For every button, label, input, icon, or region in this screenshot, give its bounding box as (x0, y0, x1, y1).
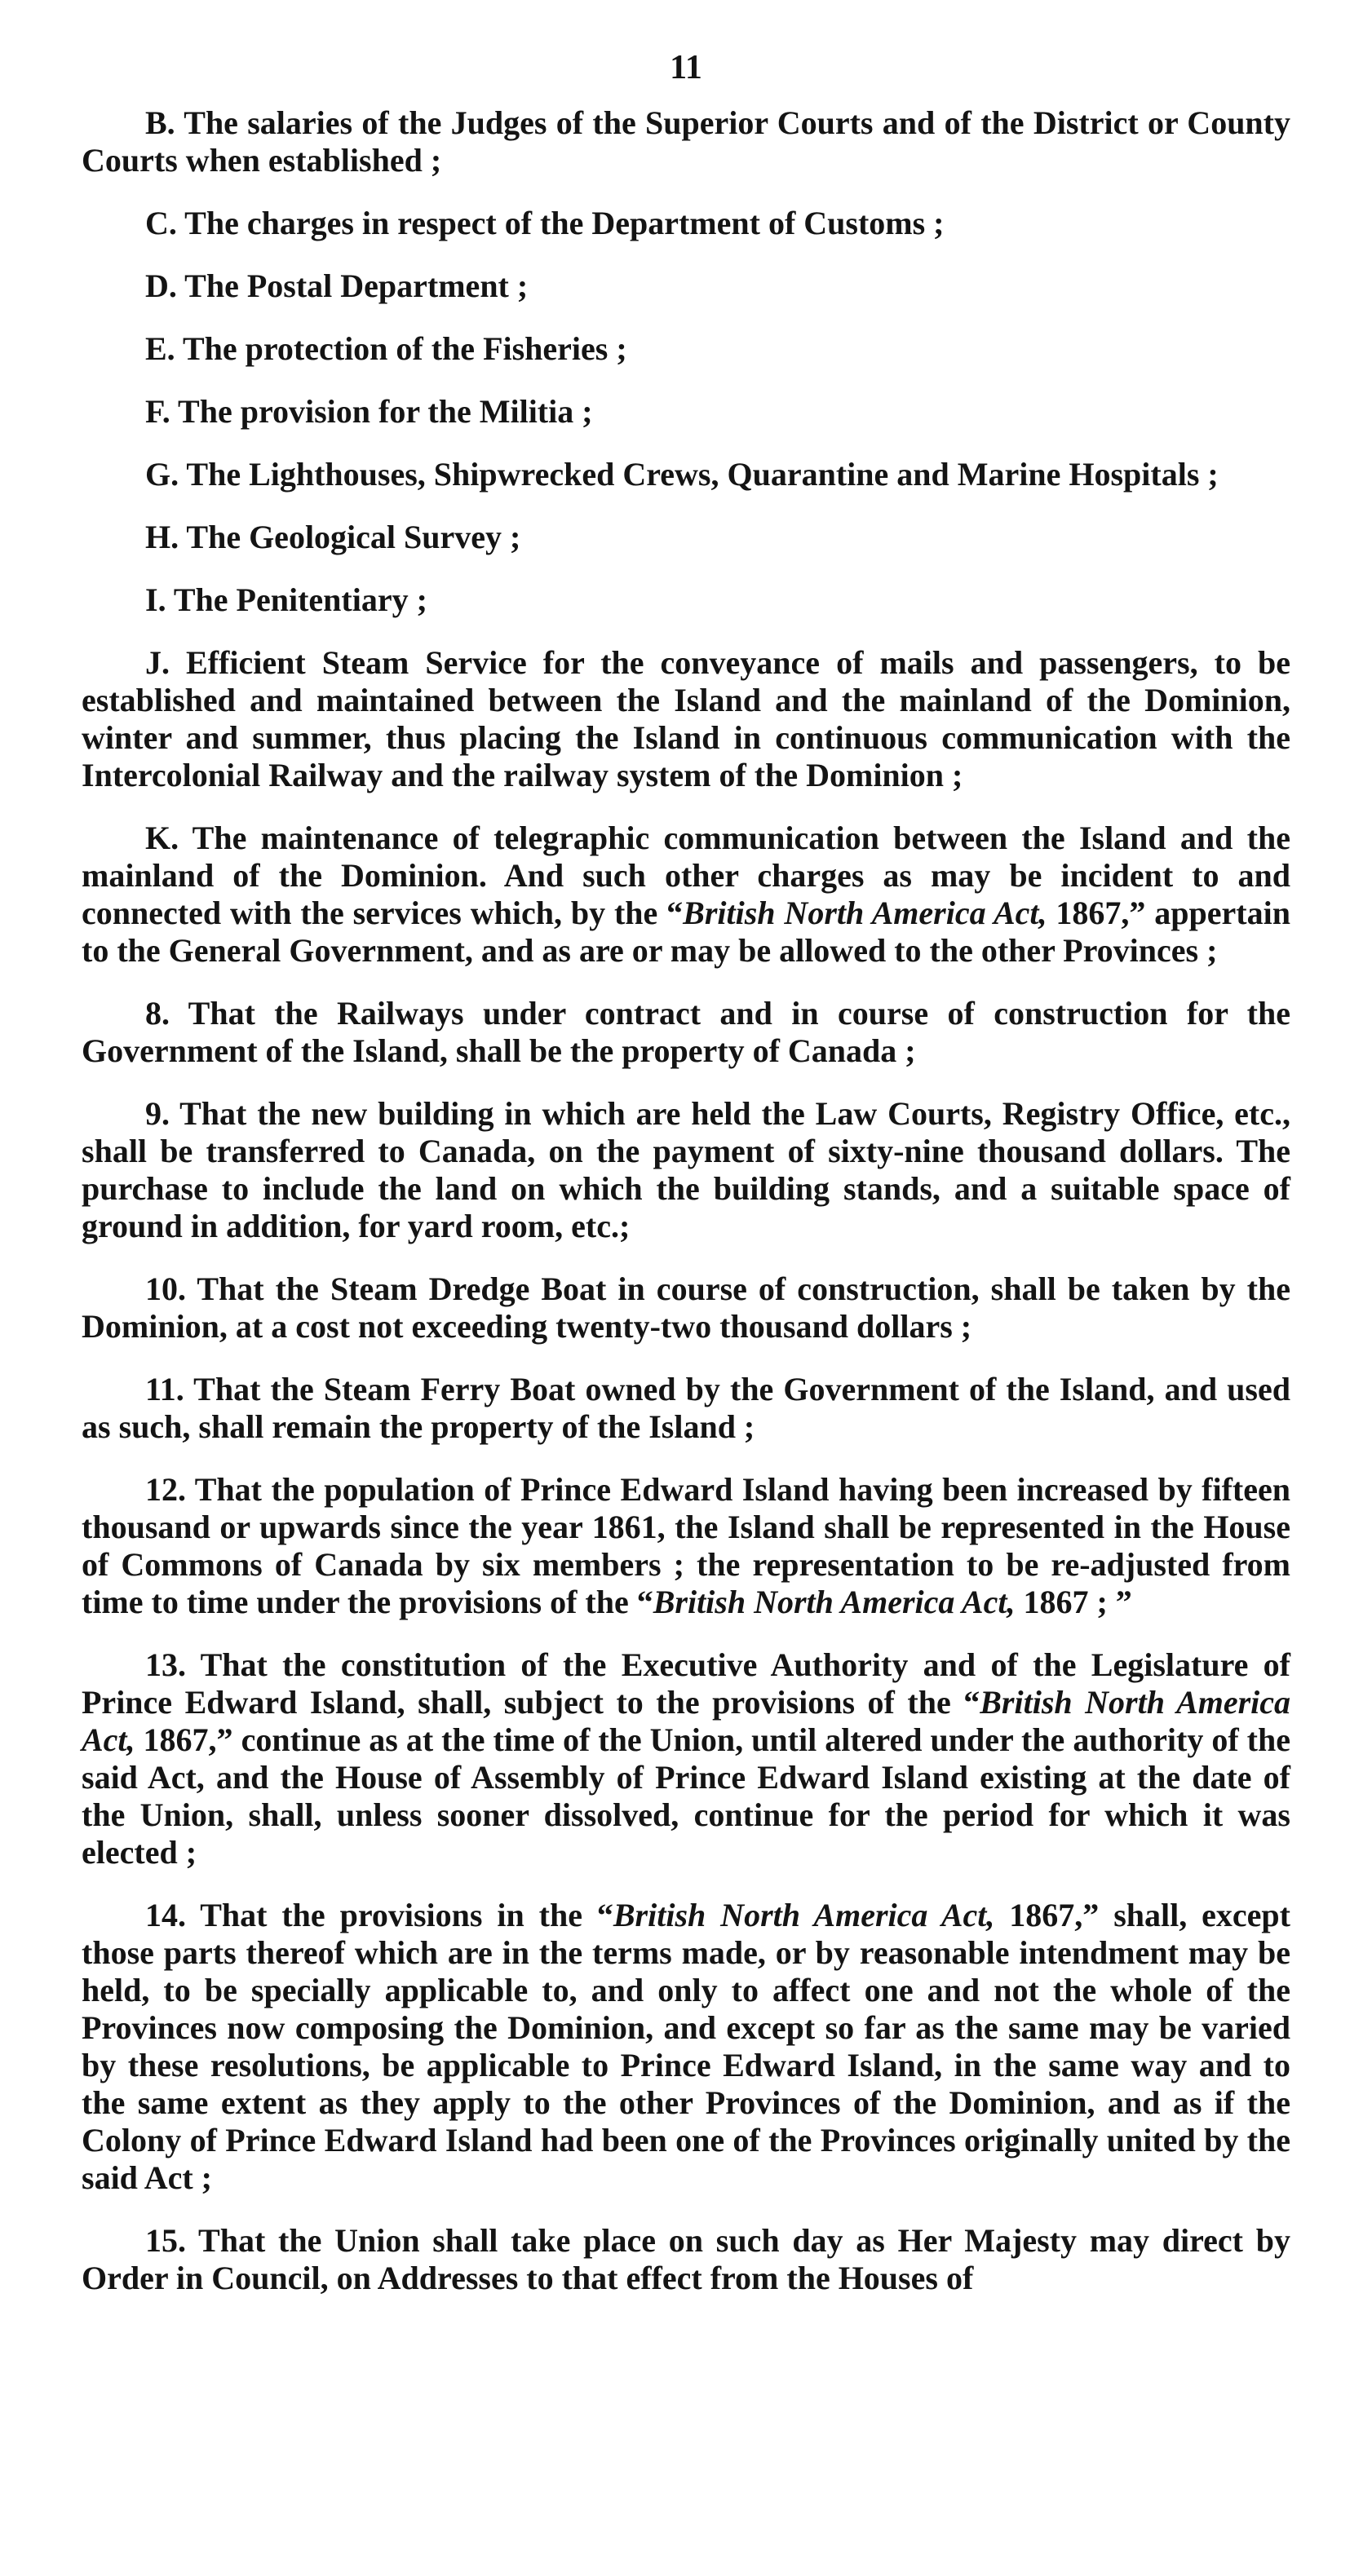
paragraph (82, 995, 1290, 1070)
paragraph-text: 1867 ; ” (1015, 1584, 1132, 1620)
paragraph (82, 1897, 1290, 2197)
paragraph-text: 1867,” shall, except those parts thereof which are in the terms made, or by reasonable intendment may be held, to be specially applicable to, and only to affect one and not the whole of the Provinces now composing the Dominion, and except so far as the same may be varied by these resolutions, be applicable to Prince Edward Island, in the same way and to the same extent as they apply to the other Provinces of the Dominion, and as if the Colony of Prince Edward Island had been one of the Provinces originally united by the said Act ; (82, 1897, 1290, 2196)
paragraph-text: F. The provision for the Militia ; (145, 393, 593, 430)
paragraph-text: G. The Lighthouses, Shipwrecked Crews, Quarantine and Marine Hospitals ; (145, 456, 1219, 493)
paragraph (82, 644, 1290, 794)
paragraph-text: 1867,” appertain to the General Government, and as are or may be allowed to the other Provinces ; (82, 895, 1290, 969)
paragraph (82, 820, 1290, 970)
document-page (82, 49, 1290, 2322)
paragraph-text: 9. That the new building in which are held the Law Courts, Registry Office, etc., shall be transferred to Canada, on the payment of sixty-nine thousand dollars. The purchase to include the land on which the building stands, and a suitable space of ground in addition, for yard room, etc.; (82, 1095, 1290, 1244)
paragraph (82, 205, 1290, 242)
paragraph (82, 519, 1290, 556)
paragraph (82, 1371, 1290, 1446)
paragraph (82, 393, 1290, 431)
paragraph-text: 15. That the Union shall take place on such day as Her Majesty may direct by Order in Council, on Addresses to that effect from the Houses of (82, 2222, 1290, 2296)
paragraph (82, 456, 1290, 493)
paragraph-text: I. The Penitentiary ; (145, 581, 427, 618)
paragraph-text: 10. That the Steam Dredge Boat in course of construction, shall be taken by the Dominion, at a cost not exceeding twenty-two thousand dollars ; (82, 1270, 1290, 1345)
paragraph-text: 12. That the population of Prince Edward Island having been increased by fifteen thousand or upwards since the year 1861, the Island shall be represented in the House of Commons of Canada by six members ; the representation to be re-adjusted from time to time under the provisions of the “ (82, 1471, 1290, 1620)
paragraph (82, 104, 1290, 179)
paragraph-text: B. The salaries of the Judges of the Superior Courts and of the District or County Courts when established ; (82, 104, 1290, 179)
italic-act-title: British North America Act, (613, 1897, 995, 1933)
paragraph-text: C. The charges in respect of the Department of Customs ; (145, 205, 945, 241)
paragraph-text: J. Efficient Steam Service for the conveyance of mails and passengers, to be established and maintained between the Island and the mainland of the Dominion, winter and summer, thus placing the Island in continuous communication with the Intercolonial Railway and the railway system of the Dominion ; (82, 644, 1290, 793)
italic-act-title: British North America Act, (82, 1684, 1291, 1758)
paragraph-text: K. The maintenance of telegraphic communication between the Island and the mainland of the Dominion. And such other charges as may be incident to and connected with the services which, by the “ (82, 820, 1290, 931)
italic-act-title: British North America Act, (683, 895, 1047, 931)
page-number: 11 (670, 49, 702, 86)
paragraph (82, 1270, 1290, 1345)
paragraph (82, 1095, 1290, 1245)
paragraph-text: 11. That the Steam Ferry Boat owned by the Government of the Island, and used as such, shall remain the property of the Island ; (82, 1371, 1290, 1445)
paragraph-text: H. The Geological Survey ; (145, 519, 521, 555)
paragraph (82, 267, 1290, 305)
document-body (82, 104, 1290, 2297)
paragraph-text: 14. That the provisions in the “ (145, 1897, 613, 1933)
paragraph-text: D. The Postal Department ; (145, 267, 529, 304)
paragraph (82, 581, 1290, 619)
paragraph-text: 13. That the constitution of the Executive Authority and of the Legislature of Prince Edward Island, shall, subject to the provisions of the “ (82, 1646, 1290, 1721)
paragraph-text: 1867,” continue as at the time of the Union, until altered under the authority of the said Act, and the House of Assembly of Prince Edward Island existing at the date of the Union, shall, unless sooner dissolved, continue for the period for which it was elected ; (82, 1721, 1290, 1871)
paragraph (82, 2222, 1290, 2297)
paragraph (82, 1646, 1290, 1871)
paragraph (82, 330, 1290, 368)
paragraph-text: E. The protection of the Fisheries ; (145, 330, 627, 367)
italic-act-title: British North America Act, (653, 1584, 1016, 1620)
paragraph (82, 1471, 1290, 1621)
paragraph-text: 8. That the Railways under contract and in course of construction for the Government of the Island, shall be the property of Canada ; (82, 995, 1290, 1069)
